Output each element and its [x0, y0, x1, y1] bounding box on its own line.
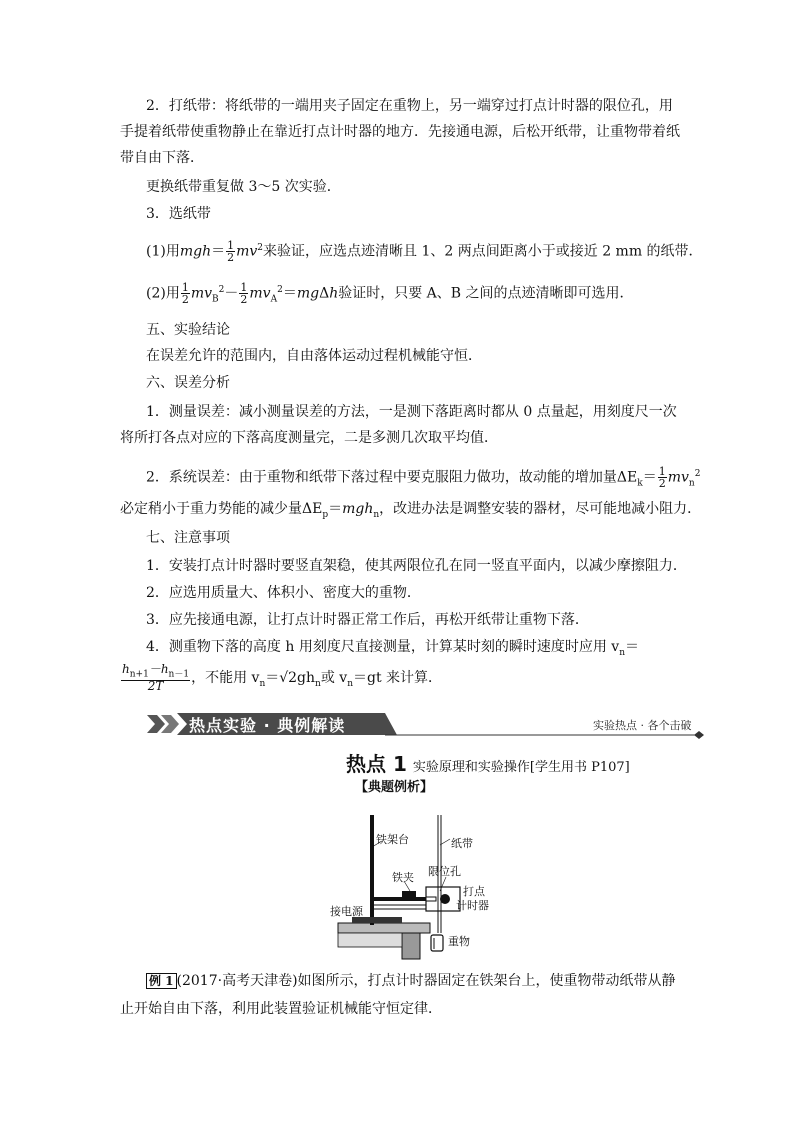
select2-term1-sup: 2 — [218, 285, 225, 295]
hotspot-big: 热点 1 — [346, 752, 407, 776]
example-source: (2017·高考天津卷) — [176, 973, 298, 989]
frac-den: 2 — [181, 293, 189, 307]
note-4-line1 — [146, 637, 639, 663]
select2-term1: mv — [190, 285, 213, 302]
velocity-fraction — [121, 664, 190, 692]
select1-pre: (1)用 — [146, 243, 180, 260]
num-h1: h — [122, 662, 130, 676]
stand-pole — [370, 815, 374, 925]
fraction-half — [181, 282, 190, 305]
example-text-1: 如图所示，打点计时器固定在铁架台上，使重物带动纸带从静 — [297, 973, 676, 989]
hotspot-title — [346, 748, 630, 777]
frac-num: 1 — [240, 281, 248, 295]
clamp-head — [402, 891, 416, 899]
err2-mgh: mgh — [342, 501, 374, 517]
section-banner — [147, 711, 707, 737]
note4-l2b: n — [259, 679, 266, 689]
err1-line2: 将所打各点对应的下落高度测量完，二是多测几次取平均值． — [120, 430, 498, 446]
timer-hole — [426, 897, 436, 901]
num-minus-h: －h — [148, 662, 169, 676]
err2-pre: 2．系统误差：由于重物和纸带下落过程中要克服阻力做功，故动能的增加量 — [146, 469, 617, 486]
example-heading: 【典题例析】 — [355, 780, 434, 795]
select2-delta: Δ — [319, 285, 330, 302]
fraction-half — [658, 466, 667, 489]
err2-dEp: ΔE — [302, 501, 323, 517]
frac-num: 1 — [658, 465, 666, 479]
frac-den: 2 — [658, 477, 666, 491]
apparatus-diagram — [330, 805, 489, 965]
err2-line2-post: ，改进办法是调整安装的器材，尽可能地减小阻力． — [379, 501, 702, 517]
err2-line1 — [146, 464, 700, 493]
weight — [431, 935, 443, 951]
frac-num: 1 — [181, 281, 189, 295]
section6-title: 六、误差分析 — [146, 375, 230, 391]
table-edge — [338, 933, 402, 947]
num-sub2: n－1 — [168, 669, 190, 680]
select-item-2 — [146, 280, 634, 309]
label-timer-2: 计时器 — [456, 899, 489, 912]
select2-term1-sub: B — [212, 294, 219, 305]
select2-rhs: mg — [296, 285, 320, 302]
num-sub1: n+1 — [129, 669, 149, 680]
note4-l2a: ，不能用 v — [191, 670, 260, 687]
diamond-icon — [694, 731, 704, 739]
select2-term2: mv — [249, 285, 271, 302]
frac-den: 2 — [227, 251, 235, 265]
chevron-left-icon — [147, 715, 165, 733]
table-top — [338, 923, 430, 933]
select2-term2-sub: A — [270, 294, 278, 305]
err2-dEk: ΔE — [616, 469, 638, 486]
note-2: 2．应选用质量大、体积小、密度大的重物． — [146, 585, 421, 601]
note4-eq: ＝ — [624, 639, 639, 655]
select2-post: 验证时，只要 A、B 之间的点迹清晰即可选用． — [338, 285, 634, 302]
select1-rhs-sup: 2 — [257, 243, 264, 253]
err2-hn: n — [373, 509, 380, 520]
section5-text: 在误差允许的范围内，自由落体运动过程机械能守恒． — [146, 348, 482, 364]
select1-lhs: mgh — [179, 243, 212, 260]
note4-l2c: ＝√2gh — [265, 670, 316, 687]
velocity-den — [121, 681, 190, 692]
label-clamp: 铁夹 — [392, 871, 414, 884]
banner-subtitle: 实验热点 · 各个击破 — [593, 719, 692, 732]
note4-l2e: 或 v — [320, 670, 348, 687]
note-4-line2 — [120, 664, 442, 694]
example-line1 — [146, 971, 676, 991]
select2-eq: ＝ — [282, 285, 297, 302]
select2-term2-sup: 2 — [277, 285, 283, 295]
note4-l2g: ＝gt 来计算． — [353, 670, 443, 687]
err2-mv: mv — [667, 469, 689, 486]
err2-n: n — [688, 478, 695, 489]
step2-line1: 2．打纸带：将纸带的一端用夹子固定在重物上，另一端穿过打点计时器的限位孔，用 — [146, 98, 673, 114]
label-hole: 限位孔 — [428, 865, 461, 878]
note-3: 3．应先接通电源，让打点计时器正常工作后，再松开纸带让重物下落． — [146, 612, 589, 628]
err1-line1: 1．测量误差：减小测量误差的方法，一是测下落距离时都从 0 点量起，用刻度尺一次 — [146, 404, 677, 420]
hotspot-small: 实验原理和实验操作[学生用书 P107] — [412, 760, 630, 775]
err2-k: k — [637, 478, 643, 489]
section7-title: 七、注意事项 — [146, 530, 230, 546]
err2-eq2: ＝ — [328, 501, 343, 517]
example-tag: 例 1 — [146, 973, 177, 989]
step3-title: 3．选纸带 — [146, 206, 211, 222]
label-power: 接电源 — [330, 905, 363, 918]
section5-title: 五、实验结论 — [146, 322, 230, 338]
select1-rhs: mv — [236, 243, 258, 260]
note4-l2f: n — [347, 679, 353, 689]
repeat-text: 更换纸带重复做 3～5 次实验． — [146, 179, 341, 195]
label-timer-1: 打点 — [463, 885, 485, 898]
note4-l2d: n — [315, 679, 321, 689]
label-stand: 铁架台 — [376, 833, 409, 846]
select-item-1 — [146, 238, 703, 263]
frac-num: 1 — [227, 239, 235, 253]
table-leg — [402, 933, 420, 959]
label-weight: 重物 — [448, 935, 470, 948]
err2-p: p — [322, 509, 329, 520]
label-tape: 纸带 — [451, 837, 473, 850]
note4-text: 4．测重物下落的高度 h 用刻度尺直接测量，计算某时刻的瞬时速度时应用 v — [146, 639, 620, 655]
fraction-half — [226, 240, 235, 263]
step2-line2: 手提着纸带使重物静止在靠近打点计时器的地方．先接通电源，后松开纸带，让重物带着纸 — [120, 124, 680, 140]
note-1: 1．安装打点计时器时要竖直架稳，使其两限位孔在同一竖直平面内，以减少摩擦阻力． — [146, 558, 687, 574]
den-2t: 2T — [147, 679, 164, 694]
note4-vn: n — [619, 647, 625, 658]
select2-h: h — [329, 285, 339, 302]
select2-pre: (2)用 — [146, 285, 180, 302]
step2-line3: 带自由下落． — [120, 150, 204, 166]
err2-line2 — [120, 499, 701, 525]
err2-line2-pre: 必定稍小于重力势能的减少量 — [120, 501, 302, 517]
err2-eq: ＝ — [642, 469, 657, 486]
select2-minus: － — [224, 285, 239, 302]
example-line2: 止开始自由下落，利用此装置验证机械能守恒定律． — [120, 1001, 442, 1017]
select1-eq: ＝ — [211, 243, 226, 260]
frac-den: 2 — [240, 293, 248, 307]
clamp-arm — [374, 897, 426, 901]
select1-post: 来验证，应选点迹清晰且 1、2 两点间距离小于或接近 2 mm 的纸带． — [263, 243, 703, 260]
err2-sup: 2 — [694, 469, 701, 479]
fraction-half — [239, 282, 248, 305]
banner-title: 热点实验 · 典例解读 — [189, 716, 346, 735]
